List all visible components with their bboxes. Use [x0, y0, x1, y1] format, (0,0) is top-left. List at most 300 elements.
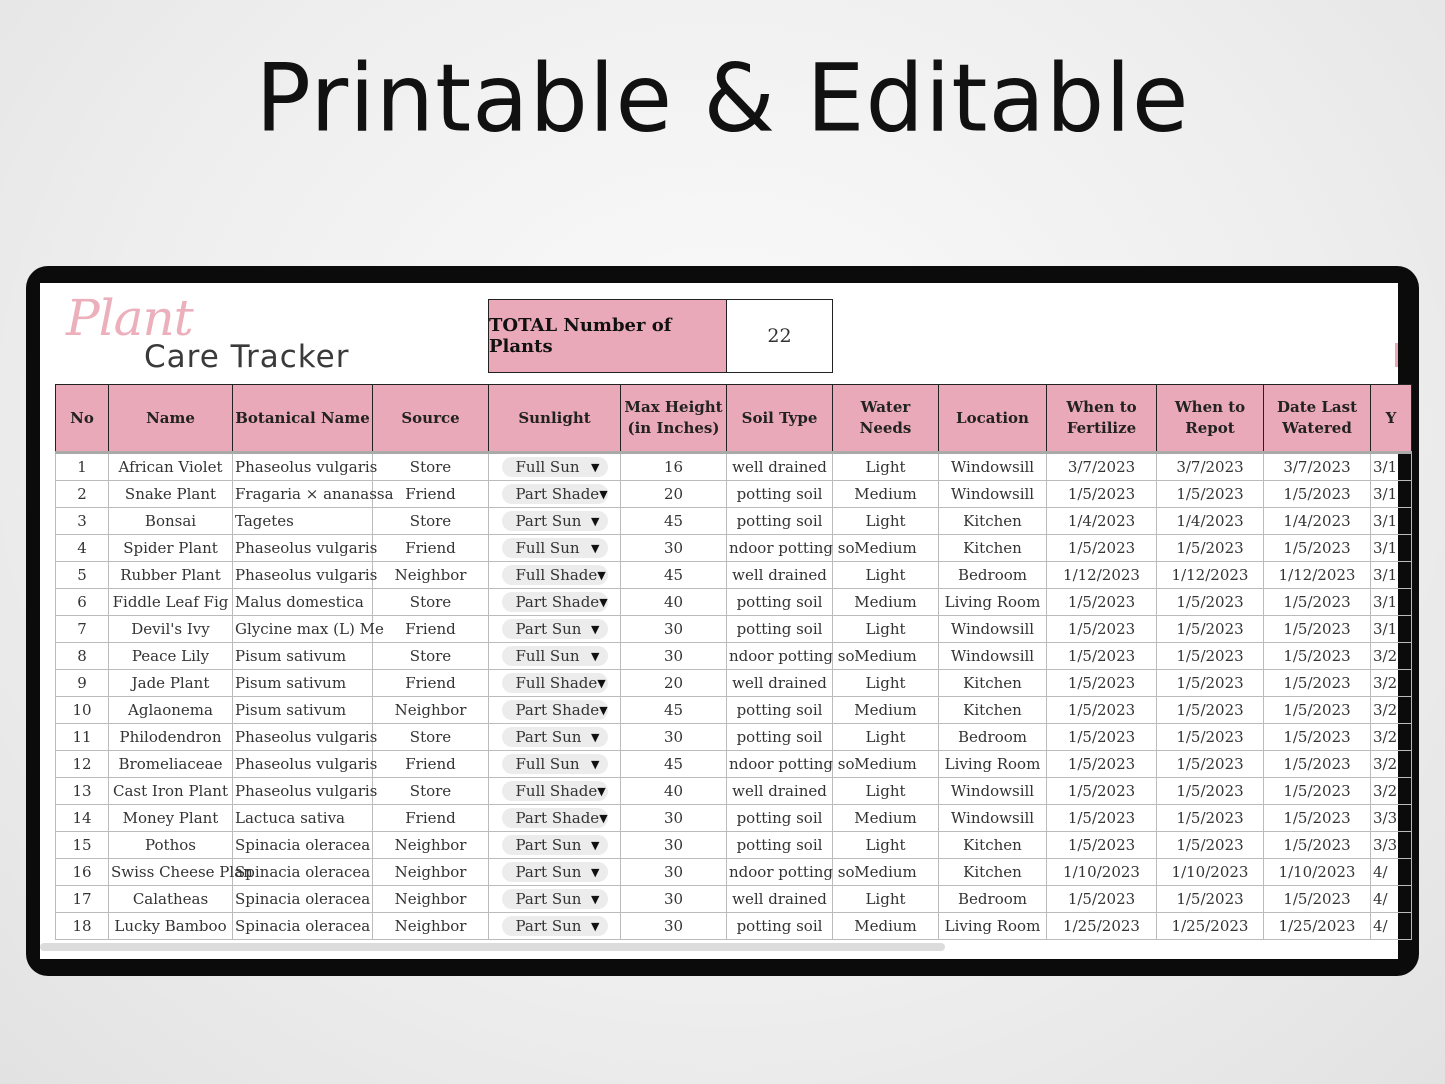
cell-location[interactable]: Kitchen: [939, 670, 1047, 697]
cell-name[interactable]: Calatheas: [109, 886, 233, 913]
table-row: [56, 859, 1412, 886]
cell-location[interactable]: Windowsill: [939, 616, 1047, 643]
cell-botanical[interactable]: Pisum sativum: [233, 697, 373, 724]
cell-botanical[interactable]: Spinacia oleracea: [233, 859, 373, 886]
cell-location[interactable]: Bedroom: [939, 724, 1047, 751]
cell-name[interactable]: Aglaonema: [109, 697, 233, 724]
cell-fertilize[interactable]: 1/12/2023: [1047, 562, 1157, 589]
col-header-soil[interactable]: Soil Type: [727, 385, 833, 453]
cell-height[interactable]: 40: [621, 778, 727, 805]
cell-last-watered[interactable]: 1/10/2023: [1264, 859, 1371, 886]
cell-fertilize[interactable]: 1/5/2023: [1047, 670, 1157, 697]
table-row: [56, 724, 1412, 751]
cell-soil[interactable]: well drained: [727, 778, 833, 805]
cell-source[interactable]: Friend: [373, 535, 489, 562]
cell-sunlight[interactable]: [489, 859, 621, 886]
cell-botanical[interactable]: Pisum sativum: [233, 643, 373, 670]
cell-height[interactable]: 30: [621, 805, 727, 832]
cell-location[interactable]: Kitchen: [939, 508, 1047, 535]
table-row: [56, 697, 1412, 724]
cell-height[interactable]: 40: [621, 589, 727, 616]
cell-location[interactable]: Bedroom: [939, 562, 1047, 589]
sunlight-dropdown[interactable]: [502, 781, 608, 801]
cell-soil[interactable]: potting soil: [727, 724, 833, 751]
cell-soil[interactable]: potting soil: [727, 913, 833, 940]
cell-repot[interactable]: 1/5/2023: [1157, 778, 1264, 805]
cell-water[interactable]: Light: [833, 832, 939, 859]
cell-botanical[interactable]: Spinacia oleracea: [233, 886, 373, 913]
cell-next[interactable]: 3/2: [1371, 724, 1412, 751]
cell-no[interactable]: 4: [56, 535, 109, 562]
cell-height[interactable]: 45: [621, 697, 727, 724]
cell-last-watered[interactable]: 1/5/2023: [1264, 886, 1371, 913]
cell-sunlight[interactable]: [489, 670, 621, 697]
cell-no[interactable]: 1: [56, 453, 109, 481]
cell-next[interactable]: 3/1: [1371, 453, 1412, 481]
cell-name[interactable]: Jade Plant: [109, 670, 233, 697]
cell-soil[interactable]: well drained: [727, 453, 833, 481]
cell-repot[interactable]: 1/10/2023: [1157, 859, 1264, 886]
cell-location[interactable]: Windowsill: [939, 643, 1047, 670]
cell-height[interactable]: 30: [621, 616, 727, 643]
cell-source[interactable]: Store: [373, 724, 489, 751]
cell-location[interactable]: Kitchen: [939, 832, 1047, 859]
cell-water[interactable]: Medium: [833, 697, 939, 724]
cell-location[interactable]: Windowsill: [939, 481, 1047, 508]
cell-water[interactable]: Medium: [833, 805, 939, 832]
cell-fertilize[interactable]: 1/25/2023: [1047, 913, 1157, 940]
cell-water[interactable]: Medium: [833, 859, 939, 886]
cell-source[interactable]: Friend: [373, 751, 489, 778]
cell-repot[interactable]: 1/5/2023: [1157, 751, 1264, 778]
cell-name[interactable]: Rubber Plant: [109, 562, 233, 589]
sunlight-value: Part Sun: [515, 890, 582, 908]
cell-name[interactable]: Devil's Ivy: [109, 616, 233, 643]
cell-soil[interactable]: potting soil: [727, 508, 833, 535]
cell-botanical[interactable]: Phaseolus vulgaris: [233, 535, 373, 562]
cell-fertilize[interactable]: 1/5/2023: [1047, 616, 1157, 643]
cell-next[interactable]: 3/2: [1371, 751, 1412, 778]
cell-repot[interactable]: 1/5/2023: [1157, 886, 1264, 913]
sunlight-dropdown[interactable]: [502, 646, 608, 666]
cell-source[interactable]: Neighbor: [373, 859, 489, 886]
cell-sunlight[interactable]: [489, 778, 621, 805]
cell-name[interactable]: Pothos: [109, 832, 233, 859]
sunlight-dropdown[interactable]: [502, 889, 608, 909]
cell-sunlight[interactable]: [489, 805, 621, 832]
cell-repot[interactable]: 1/5/2023: [1157, 616, 1264, 643]
cell-no[interactable]: 12: [56, 751, 109, 778]
cell-next[interactable]: 3/3: [1371, 832, 1412, 859]
sunlight-value: Full Sun: [515, 755, 580, 773]
cell-source[interactable]: Store: [373, 589, 489, 616]
cell-botanical[interactable]: Tagetes: [233, 508, 373, 535]
cell-repot[interactable]: 1/4/2023: [1157, 508, 1264, 535]
sunlight-dropdown[interactable]: [502, 565, 608, 585]
cell-fertilize[interactable]: 1/5/2023: [1047, 751, 1157, 778]
cell-source[interactable]: Neighbor: [373, 697, 489, 724]
cell-repot[interactable]: 1/5/2023: [1157, 697, 1264, 724]
sunlight-dropdown[interactable]: [502, 916, 608, 936]
cell-source[interactable]: Friend: [373, 616, 489, 643]
cell-height[interactable]: 30: [621, 535, 727, 562]
cell-sunlight[interactable]: [489, 616, 621, 643]
cell-water[interactable]: Medium: [833, 643, 939, 670]
cell-location[interactable]: Living Room: [939, 751, 1047, 778]
cell-repot[interactable]: 1/5/2023: [1157, 832, 1264, 859]
cell-source[interactable]: Neighbor: [373, 562, 489, 589]
headline: Printable & Editable: [255, 43, 1190, 154]
cell-fertilize[interactable]: 1/5/2023: [1047, 724, 1157, 751]
cell-location[interactable]: Kitchen: [939, 535, 1047, 562]
sunlight-dropdown[interactable]: [502, 700, 608, 720]
cell-sunlight[interactable]: [489, 508, 621, 535]
cell-botanical[interactable]: Pisum sativum: [233, 670, 373, 697]
logo-title: Care Tracker: [144, 339, 350, 375]
cell-last-watered[interactable]: 1/4/2023: [1264, 508, 1371, 535]
cell-location[interactable]: Bedroom: [939, 886, 1047, 913]
cell-soil[interactable]: well drained: [727, 562, 833, 589]
cell-sunlight[interactable]: [489, 913, 621, 940]
table-row: [56, 670, 1412, 697]
cell-height[interactable]: 45: [621, 751, 727, 778]
sunlight-value: Part Sun: [515, 836, 582, 854]
cell-sunlight[interactable]: [489, 643, 621, 670]
cell-fertilize[interactable]: 1/5/2023: [1047, 643, 1157, 670]
cell-fertilize[interactable]: 1/5/2023: [1047, 778, 1157, 805]
sunlight-value: Full Shade: [515, 782, 598, 800]
cell-botanical[interactable]: Spinacia oleracea: [233, 832, 373, 859]
cell-source[interactable]: Neighbor: [373, 886, 489, 913]
cell-height[interactable]: 20: [621, 670, 727, 697]
sunlight-value: Part Sun: [515, 863, 582, 881]
cell-no[interactable]: 6: [56, 589, 109, 616]
sunlight-dropdown[interactable]: [502, 619, 608, 639]
cell-soil[interactable]: ndoor potting so: [727, 643, 833, 670]
table-row: [56, 562, 1412, 589]
sunlight-value: Part Sun: [515, 512, 582, 530]
sunlight-dropdown[interactable]: [502, 511, 608, 531]
cell-height[interactable]: 45: [621, 508, 727, 535]
cell-water[interactable]: Light: [833, 616, 939, 643]
cell-sunlight[interactable]: [489, 453, 621, 481]
cell-botanical[interactable]: Lactuca sativa: [233, 805, 373, 832]
cell-no[interactable]: 16: [56, 859, 109, 886]
sunlight-dropdown[interactable]: [502, 484, 608, 504]
sunlight-dropdown[interactable]: [502, 538, 608, 558]
cell-last-watered[interactable]: 1/5/2023: [1264, 805, 1371, 832]
total-plants-label: TOTAL Number of Plants: [489, 300, 727, 372]
cell-sunlight[interactable]: [489, 562, 621, 589]
cell-soil[interactable]: well drained: [727, 886, 833, 913]
cell-last-watered[interactable]: 1/5/2023: [1264, 643, 1371, 670]
cell-soil[interactable]: ndoor potting so: [727, 535, 833, 562]
cell-name[interactable]: Lucky Bamboo: [109, 913, 233, 940]
cell-repot[interactable]: 1/12/2023: [1157, 562, 1264, 589]
dropdown-arrow-icon: ▼: [591, 460, 600, 474]
cell-next[interactable]: 3/1: [1371, 535, 1412, 562]
cell-water[interactable]: Light: [833, 562, 939, 589]
dropdown-arrow-icon: ▼: [597, 568, 606, 582]
cell-location[interactable]: Windowsill: [939, 453, 1047, 481]
cell-water[interactable]: Medium: [833, 535, 939, 562]
cell-water[interactable]: Medium: [833, 751, 939, 778]
cell-next[interactable]: 3/2: [1371, 778, 1412, 805]
cell-botanical[interactable]: Malus domestica: [233, 589, 373, 616]
cell-height[interactable]: 30: [621, 886, 727, 913]
col-header-sunlight[interactable]: Sunlight: [489, 385, 621, 453]
sunlight-dropdown[interactable]: [502, 592, 608, 612]
sunlight-dropdown[interactable]: [502, 673, 608, 693]
cell-soil[interactable]: potting soil: [727, 697, 833, 724]
cell-location[interactable]: Kitchen: [939, 697, 1047, 724]
cell-water[interactable]: Light: [833, 886, 939, 913]
cell-fertilize[interactable]: 1/5/2023: [1047, 886, 1157, 913]
cell-next[interactable]: 3/1: [1371, 616, 1412, 643]
cell-water[interactable]: Medium: [833, 481, 939, 508]
cell-repot[interactable]: 1/25/2023: [1157, 913, 1264, 940]
cell-water[interactable]: Light: [833, 724, 939, 751]
cell-no[interactable]: 11: [56, 724, 109, 751]
cell-no[interactable]: 9: [56, 670, 109, 697]
cell-repot[interactable]: 3/7/2023: [1157, 453, 1264, 481]
cell-botanical[interactable]: Spinacia oleracea: [233, 913, 373, 940]
cell-next[interactable]: 3/2: [1371, 697, 1412, 724]
cell-no[interactable]: 5: [56, 562, 109, 589]
cell-botanical[interactable]: Glycine max (L) Me: [233, 616, 373, 643]
cell-no[interactable]: 14: [56, 805, 109, 832]
col-header-botanical[interactable]: Botanical Name: [233, 385, 373, 453]
cell-fertilize[interactable]: 1/5/2023: [1047, 832, 1157, 859]
cell-fertilize[interactable]: 1/5/2023: [1047, 697, 1157, 724]
sunlight-dropdown[interactable]: [502, 754, 608, 774]
cell-height[interactable]: 20: [621, 481, 727, 508]
horizontal-scrollbar[interactable]: [40, 943, 945, 951]
cell-sunlight[interactable]: [489, 724, 621, 751]
cell-next[interactable]: 3/1: [1371, 508, 1412, 535]
cell-repot[interactable]: 1/5/2023: [1157, 643, 1264, 670]
dropdown-arrow-icon: ▼: [591, 622, 600, 636]
cell-source[interactable]: Store: [373, 643, 489, 670]
sunlight-dropdown[interactable]: [502, 862, 608, 882]
cell-next[interactable]: 3/1: [1371, 562, 1412, 589]
cell-next[interactable]: 4/: [1371, 886, 1412, 913]
cell-sunlight[interactable]: [489, 589, 621, 616]
cell-source[interactable]: Friend: [373, 805, 489, 832]
cell-botanical[interactable]: Phaseolus vulgaris: [233, 778, 373, 805]
cell-name[interactable]: Spider Plant: [109, 535, 233, 562]
col-header-max-height[interactable]: Max Height (in Inches): [621, 385, 727, 453]
cell-last-watered[interactable]: 1/5/2023: [1264, 535, 1371, 562]
cell-source[interactable]: Neighbor: [373, 913, 489, 940]
cell-next[interactable]: 3/1: [1371, 589, 1412, 616]
cell-next[interactable]: 3/3: [1371, 805, 1412, 832]
cell-next[interactable]: 4/: [1371, 913, 1412, 940]
cell-sunlight[interactable]: [489, 481, 621, 508]
cell-no[interactable]: 3: [56, 508, 109, 535]
cell-name[interactable]: Money Plant: [109, 805, 233, 832]
cell-fertilize[interactable]: 1/5/2023: [1047, 481, 1157, 508]
cell-botanical[interactable]: Phaseolus vulgaris: [233, 453, 373, 481]
col-header-repot[interactable]: When to Repot: [1157, 385, 1264, 453]
cell-height[interactable]: 30: [621, 913, 727, 940]
cell-no[interactable]: 10: [56, 697, 109, 724]
sunlight-value: Full Sun: [515, 647, 580, 665]
cell-source[interactable]: Store: [373, 453, 489, 481]
cell-sunlight[interactable]: [489, 832, 621, 859]
col-header-fertilize[interactable]: When to Fertilize: [1047, 385, 1157, 453]
cell-last-watered[interactable]: 1/5/2023: [1264, 751, 1371, 778]
cell-soil[interactable]: ndoor potting so: [727, 859, 833, 886]
sunlight-dropdown[interactable]: [502, 727, 608, 747]
cell-soil[interactable]: potting soil: [727, 616, 833, 643]
cell-sunlight[interactable]: [489, 751, 621, 778]
dropdown-arrow-icon: ▼: [591, 514, 600, 528]
cell-last-watered[interactable]: 1/5/2023: [1264, 616, 1371, 643]
cell-no[interactable]: 17: [56, 886, 109, 913]
cell-last-watered[interactable]: 1/5/2023: [1264, 481, 1371, 508]
cell-sunlight[interactable]: [489, 535, 621, 562]
spreadsheet-screen: [40, 283, 1398, 959]
sunlight-value: Part Sun: [515, 917, 582, 935]
cell-next[interactable]: 3/2: [1371, 643, 1412, 670]
cell-water[interactable]: Light: [833, 778, 939, 805]
cell-name[interactable]: Cast Iron Plant: [109, 778, 233, 805]
cell-fertilize[interactable]: 1/10/2023: [1047, 859, 1157, 886]
cell-botanical[interactable]: Phaseolus vulgaris: [233, 751, 373, 778]
cell-no[interactable]: 8: [56, 643, 109, 670]
cell-next[interactable]: 3/1: [1371, 481, 1412, 508]
sunlight-dropdown[interactable]: [502, 808, 608, 828]
table-row: [56, 589, 1412, 616]
dropdown-arrow-icon: ▼: [597, 676, 606, 690]
cell-source[interactable]: Neighbor: [373, 832, 489, 859]
cell-name[interactable]: Peace Lily: [109, 643, 233, 670]
cell-repot[interactable]: 1/5/2023: [1157, 481, 1264, 508]
cell-fertilize[interactable]: 1/5/2023: [1047, 535, 1157, 562]
cell-no[interactable]: 7: [56, 616, 109, 643]
col-header-last-watered[interactable]: Date Last Watered: [1264, 385, 1371, 453]
cell-location[interactable]: Living Room: [939, 589, 1047, 616]
cell-name[interactable]: Fiddle Leaf Fig: [109, 589, 233, 616]
dropdown-arrow-icon: ▼: [591, 838, 600, 852]
cell-water[interactable]: Light: [833, 508, 939, 535]
cell-soil[interactable]: potting soil: [727, 832, 833, 859]
cell-next[interactable]: 3/2: [1371, 670, 1412, 697]
cell-fertilize[interactable]: 1/5/2023: [1047, 589, 1157, 616]
cell-location[interactable]: Windowsill: [939, 805, 1047, 832]
dropdown-arrow-icon: ▼: [591, 541, 600, 555]
cell-botanical[interactable]: Phaseolus vulgaris: [233, 724, 373, 751]
cell-name[interactable]: African Violet: [109, 453, 233, 481]
cell-fertilize[interactable]: 3/7/2023: [1047, 453, 1157, 481]
cell-height[interactable]: 30: [621, 724, 727, 751]
cell-location[interactable]: Kitchen: [939, 859, 1047, 886]
cell-height[interactable]: 45: [621, 562, 727, 589]
col-header-source[interactable]: Source: [373, 385, 489, 453]
cell-repot[interactable]: 1/5/2023: [1157, 724, 1264, 751]
cell-soil[interactable]: ndoor potting so: [727, 751, 833, 778]
cell-source[interactable]: Store: [373, 778, 489, 805]
cell-no[interactable]: 18: [56, 913, 109, 940]
table-row: [56, 453, 1412, 481]
dropdown-arrow-icon: ▼: [591, 919, 600, 933]
col-header-name[interactable]: Name: [109, 385, 233, 453]
cell-repot[interactable]: 1/5/2023: [1157, 670, 1264, 697]
cell-sunlight[interactable]: [489, 697, 621, 724]
cell-no[interactable]: 2: [56, 481, 109, 508]
cell-last-watered[interactable]: 1/5/2023: [1264, 832, 1371, 859]
cell-repot[interactable]: 1/5/2023: [1157, 805, 1264, 832]
cell-name[interactable]: Bonsai: [109, 508, 233, 535]
cell-water[interactable]: Light: [833, 453, 939, 481]
col-header-no[interactable]: No: [56, 385, 109, 453]
cell-fertilize[interactable]: 1/4/2023: [1047, 508, 1157, 535]
cell-source[interactable]: Store: [373, 508, 489, 535]
cell-name[interactable]: Swiss Cheese Plan: [109, 859, 233, 886]
cell-repot[interactable]: 1/5/2023: [1157, 535, 1264, 562]
cell-sunlight[interactable]: [489, 886, 621, 913]
cell-last-watered[interactable]: 1/5/2023: [1264, 670, 1371, 697]
cell-soil[interactable]: potting soil: [727, 805, 833, 832]
cell-last-watered[interactable]: 3/7/2023: [1264, 453, 1371, 481]
cell-name[interactable]: Snake Plant: [109, 481, 233, 508]
cell-water[interactable]: Light: [833, 670, 939, 697]
cell-name[interactable]: Philodendron: [109, 724, 233, 751]
cell-location[interactable]: Living Room: [939, 913, 1047, 940]
col-header-next[interactable]: Y: [1371, 385, 1412, 453]
cell-source[interactable]: Friend: [373, 670, 489, 697]
cell-height[interactable]: 16: [621, 453, 727, 481]
cell-botanical[interactable]: Phaseolus vulgaris: [233, 562, 373, 589]
cell-repot[interactable]: 1/5/2023: [1157, 589, 1264, 616]
cell-soil[interactable]: potting soil: [727, 481, 833, 508]
table-row: [56, 643, 1412, 670]
cell-no[interactable]: 15: [56, 832, 109, 859]
cell-water[interactable]: Medium: [833, 913, 939, 940]
sunlight-value: Full Sun: [515, 539, 580, 557]
cell-next[interactable]: 4/: [1371, 859, 1412, 886]
cell-location[interactable]: Windowsill: [939, 778, 1047, 805]
cell-fertilize[interactable]: 1/5/2023: [1047, 805, 1157, 832]
cell-height[interactable]: 30: [621, 643, 727, 670]
cell-soil[interactable]: potting soil: [727, 589, 833, 616]
cell-last-watered[interactable]: 1/5/2023: [1264, 589, 1371, 616]
sunlight-value: Part Shade: [515, 701, 600, 719]
cell-no[interactable]: 13: [56, 778, 109, 805]
cell-source[interactable]: Friend: [373, 481, 489, 508]
sunlight-dropdown[interactable]: [502, 835, 608, 855]
cell-last-watered[interactable]: 1/5/2023: [1264, 697, 1371, 724]
cell-soil[interactable]: well drained: [727, 670, 833, 697]
col-header-location[interactable]: Location: [939, 385, 1047, 453]
cell-water[interactable]: Medium: [833, 589, 939, 616]
cell-name[interactable]: Bromeliaceae: [109, 751, 233, 778]
cell-last-watered[interactable]: 1/5/2023: [1264, 724, 1371, 751]
cell-botanical[interactable]: Fragaria × ananassa: [233, 481, 373, 508]
edge-marker: [1395, 343, 1398, 367]
table-row: [56, 508, 1412, 535]
cell-height[interactable]: 30: [621, 859, 727, 886]
sunlight-dropdown[interactable]: [502, 457, 608, 477]
cell-height[interactable]: 30: [621, 832, 727, 859]
cell-last-watered[interactable]: 1/12/2023: [1264, 562, 1371, 589]
cell-last-watered[interactable]: 1/5/2023: [1264, 778, 1371, 805]
cell-last-watered[interactable]: 1/25/2023: [1264, 913, 1371, 940]
col-header-water[interactable]: Water Needs: [833, 385, 939, 453]
table-row: [56, 913, 1412, 940]
total-plants-value[interactable]: 22: [767, 325, 792, 347]
